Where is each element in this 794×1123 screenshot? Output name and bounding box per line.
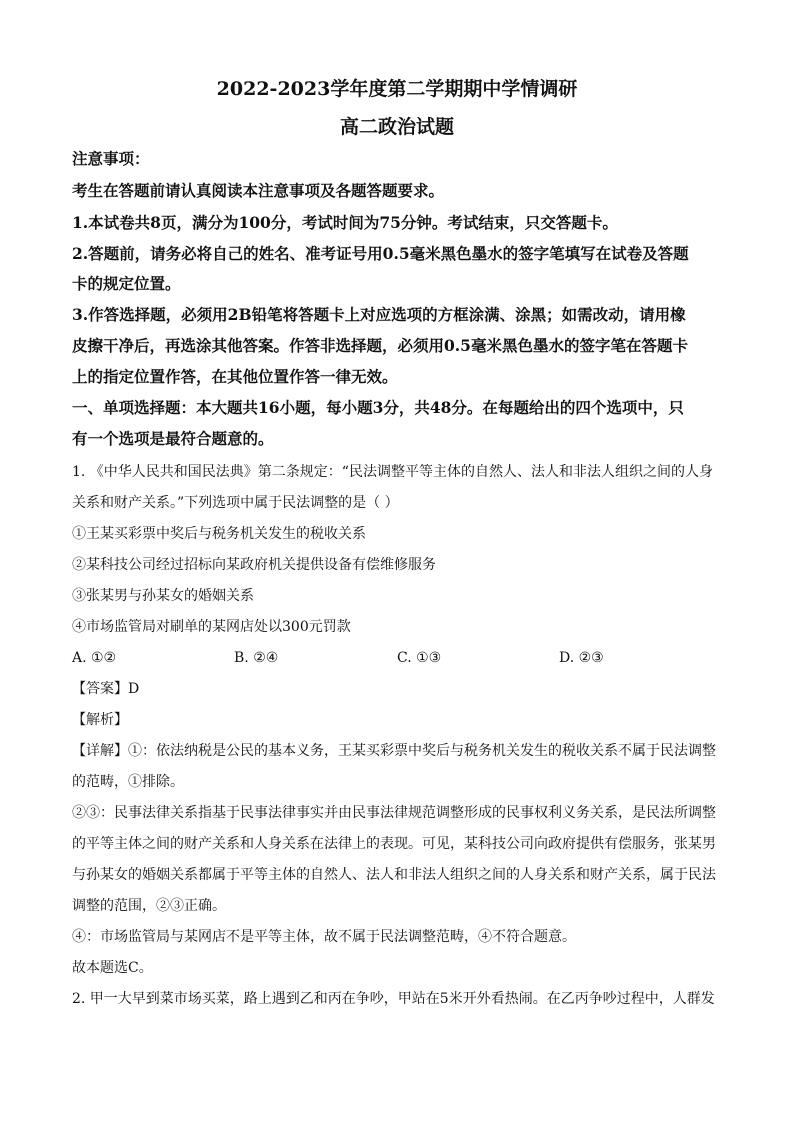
q1-detail-2-line-4: 调整的范围，②③正确。 <box>72 898 226 914</box>
notice-item-2-line-2: 卡的规定位置。 <box>72 274 181 293</box>
q1-answer: 【答案】D <box>72 681 140 697</box>
q1-detail-2-line-2: 的平等主体之间的财产关系和人身关系在法律上的表现。可见，某科技公司向政府提供有偿服务，张某男 <box>72 836 716 852</box>
q1-detail-1-line-1: 【详解】①：依法纳税是公民的基本义务，王某买彩票中奖后与税务机关发生的税收关系不属于民法调整 <box>72 743 716 759</box>
q1-option-d: D. ②③ <box>559 650 604 666</box>
q1-detail-2-line-1: ②③：民事法律关系指基于民事法律事实并由民事法律规范调整形成的民事权利义务关系，是民法所调整 <box>72 805 716 821</box>
q1-stem-line-1: 1. 《中华人民共和国民法典》第二条规定：“民法调整平等主体的自然人、法人和非法人组织之间的人身 <box>72 464 713 480</box>
notice-intro: 考生在答题前请认真阅读本注意事项及各题答题要求。 <box>72 181 445 200</box>
q1-detail-2-line-3: 与孙某女的婚姻关系都属于平等主体的自然人、法人和非法人组织之间的人身关系和财产关系，属于民法 <box>72 867 716 883</box>
section-1-heading-line-1: 一、单项选择题：本大题共16小题，每小题3分，共48分。在每题给出的四个选项中，只 <box>72 398 684 417</box>
notice-item-3-line-2: 皮擦干净后，再选涂其他答案。作答非选择题，必须用0.5毫米黑色墨水的签字笔在答题卡 <box>72 336 688 355</box>
q1-statement-4: ④市场监管局对刷单的某网店处以300元罚款 <box>72 619 351 635</box>
q1-analysis-label: 【解析】 <box>72 712 128 728</box>
section-1-heading-line-2: 有一个选项是最符合题意的。 <box>72 429 274 448</box>
q1-conclusion: 故本题选C。 <box>72 960 153 976</box>
q1-option-b: B. ②④ <box>234 650 279 666</box>
page-subtitle: 高二政治试题 <box>339 116 454 138</box>
q2-stem-line-1: 2. 甲一大早到菜市场买菜，路上遇到乙和丙在争吵，甲站在5米开外看热闹。在乙丙争吵过程中，人群发 <box>72 991 715 1007</box>
q1-detail-3: ④：市场监管局与某网店不是平等主体，故不属于民法调整范畴，④不符合题意。 <box>72 929 576 945</box>
q1-option-a: A. ①② <box>72 650 117 666</box>
q1-stem-line-2: 关系和财产关系。”下列选项中属于民法调整的是（ ） <box>72 495 399 511</box>
notice-item-2-line-1: 2.答题前，请务必将自己的姓名、准考证号用0.5毫米黑色墨水的签字笔填写在试卷及答题 <box>72 244 689 263</box>
notice-item-3-line-1: 3.作答选择题，必须用2B铅笔将答题卡上对应选项的方框涂满、涂黑；如需改动，请用橡 <box>72 305 686 324</box>
q1-statement-1: ①王某买彩票中奖后与税务机关发生的税收关系 <box>72 526 366 542</box>
notice-item-1: 1.本试卷共8页，满分为100分，考试时间为75分钟。考试结束，只交答题卡。 <box>72 213 618 232</box>
q1-statement-3: ③张某男与孙某女的婚姻关系 <box>72 588 254 604</box>
page-title: 2022-2023学年度第二学期期中学情调研 <box>216 78 578 100</box>
notice-heading: 注意事项： <box>72 149 150 168</box>
notice-item-3-line-3: 上的指定位置作答，在其他位置作答一律无效。 <box>72 367 398 386</box>
q1-option-c: C. ①③ <box>397 650 442 666</box>
q1-detail-1-line-2: 的范畴，①排除。 <box>72 774 184 790</box>
q1-statement-2: ②某科技公司经过招标向某政府机关提供设备有偿维修服务 <box>72 557 436 573</box>
